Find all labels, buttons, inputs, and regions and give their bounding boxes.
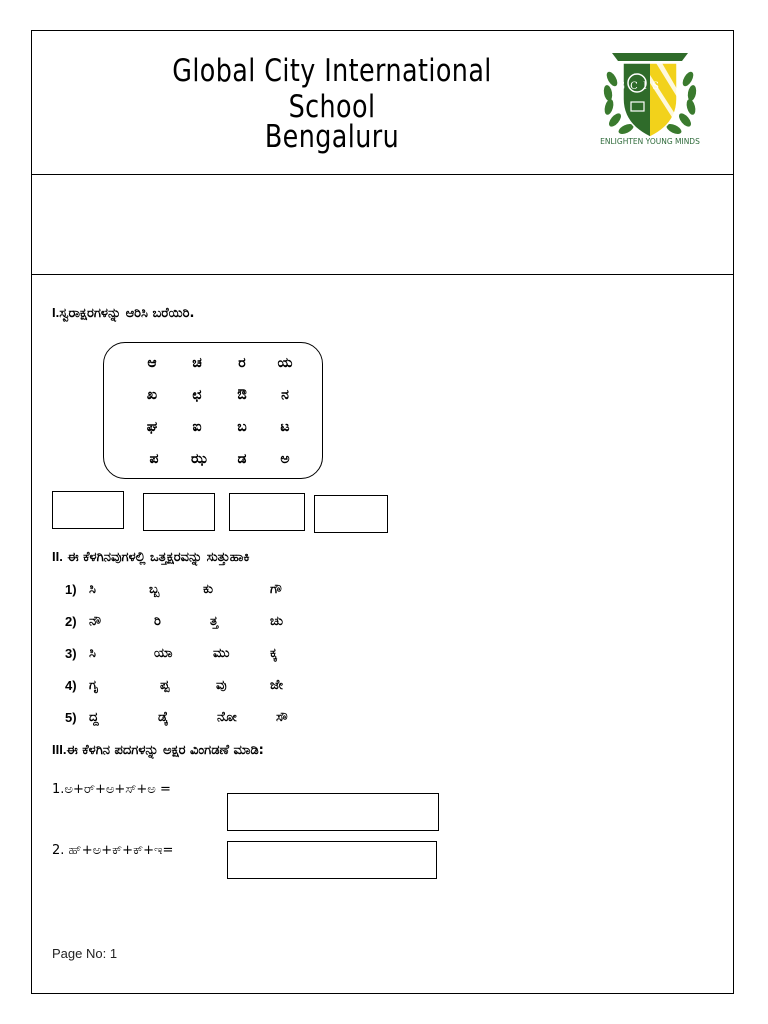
grid-letter: ಆ: [147, 355, 157, 371]
grid-letter: ಪ: [149, 451, 159, 467]
header-divider: [32, 174, 733, 175]
section3-text: ಈ ಕೆಳಗಿನ ಪದಗಳನ್ನು ಅಕ್ಷರ ವಿಂಗಡಣೆ ಮಾಡಿ:: [66, 743, 264, 758]
section1-heading: [52, 305, 194, 321]
syllable[interactable]: ಸೌ: [276, 710, 288, 725]
question-1-label: 1.ಅ+ರ್+ಅ+ಸ್+ಅ =: [52, 782, 171, 797]
logo-banner-text: GLOBAL CITY INTERNATIONAL SCHOOL: [606, 44, 694, 49]
page-number: Page No: 1: [52, 946, 118, 961]
item-number: 1): [65, 582, 77, 597]
school-logo: [598, 39, 702, 151]
answer-box-1[interactable]: [52, 491, 124, 529]
syllable[interactable]: ಸಿ: [89, 646, 96, 661]
grid-letter: ಚ: [192, 355, 202, 371]
grid-letter: ಬ: [237, 419, 247, 435]
school-city: Bengaluru: [264, 119, 400, 155]
logo-initials: G C I S: [617, 81, 660, 92]
syllable[interactable]: ವು: [216, 678, 227, 693]
section2-number: II.: [52, 549, 63, 564]
section1-number: I.: [52, 305, 60, 320]
worksheet-page: [31, 30, 734, 994]
syllable[interactable]: ಕು: [203, 582, 213, 597]
grid-letter: ನ: [281, 387, 289, 403]
syllable[interactable]: ನೌ: [89, 614, 102, 629]
section2-heading: [52, 549, 250, 565]
question-2-answer-box[interactable]: [227, 841, 437, 879]
syllable[interactable]: ದ್ದ: [89, 710, 99, 725]
item-number: 3): [65, 646, 77, 661]
syllable[interactable]: ಯಾ: [154, 646, 173, 661]
answer-box-2[interactable]: [143, 493, 215, 531]
blank-band-divider: [32, 274, 733, 275]
item-number: 5): [65, 710, 77, 725]
syllable[interactable]: ಪ್ಪ: [160, 678, 170, 693]
grid-letter: ಡ: [237, 451, 247, 467]
syllable[interactable]: ನೋ: [217, 710, 237, 725]
grid-letter: ಔ: [237, 387, 247, 403]
syllable[interactable]: ಮು: [213, 646, 230, 661]
grid-letter: ಐ: [192, 419, 202, 435]
syllable[interactable]: ಜೇ: [270, 678, 284, 693]
school-name: Global City International School: [172, 53, 492, 125]
syllable[interactable]: ರಿ: [154, 614, 161, 629]
section3-number: III.: [52, 742, 67, 757]
grid-letter: ಖ: [146, 387, 158, 403]
logo-tagline: ENLIGHTEN YOUNG MINDS: [600, 137, 700, 146]
section3-heading: [52, 742, 264, 758]
syllable[interactable]: ತ್ತ: [210, 614, 218, 629]
syllable[interactable]: ಚು: [270, 614, 284, 629]
letter-grid: [103, 342, 323, 479]
question-1-answer-box[interactable]: [227, 793, 439, 831]
question-2-label: 2. ಹ್+ಅ+ಕ್+ಕ್+ಇ=: [52, 843, 174, 858]
syllable[interactable]: ಕ್ಕ: [270, 646, 278, 661]
section2-text: ಈ ಕೆಳಗಿನವುಗಳಲ್ಲಿ ಒತ್ತಕ್ಷರವನ್ನು ಸುತ್ತುಹಾಕಿ: [67, 550, 250, 565]
item-number: 4): [65, 678, 77, 693]
grid-letter: ಝ: [191, 451, 207, 467]
grid-letter: ಅ: [280, 451, 290, 467]
grid-letter: ರ: [238, 355, 246, 371]
answer-box-3[interactable]: [229, 493, 305, 531]
grid-letter: ಟ: [280, 419, 290, 435]
answer-box-4[interactable]: [314, 495, 388, 533]
syllable[interactable]: ಬ್ಬ: [149, 582, 160, 597]
grid-letter: ಘ: [146, 419, 158, 435]
item-number: 2): [65, 614, 77, 629]
syllable[interactable]: ಗೃ: [89, 678, 99, 693]
grid-letter: ಯ: [277, 355, 293, 371]
syllable[interactable]: ಗೌ: [270, 582, 282, 597]
grid-letter: ಛ: [192, 387, 202, 403]
syllable[interactable]: ಡ್ಕೆ: [158, 710, 169, 725]
syllable[interactable]: ಸಿ: [89, 582, 96, 597]
section1-text: ಸ್ವರಾಕ್ಷರಗಳನ್ನು ಆರಿಸಿ ಬರೆಯಿರಿ.: [59, 306, 195, 321]
